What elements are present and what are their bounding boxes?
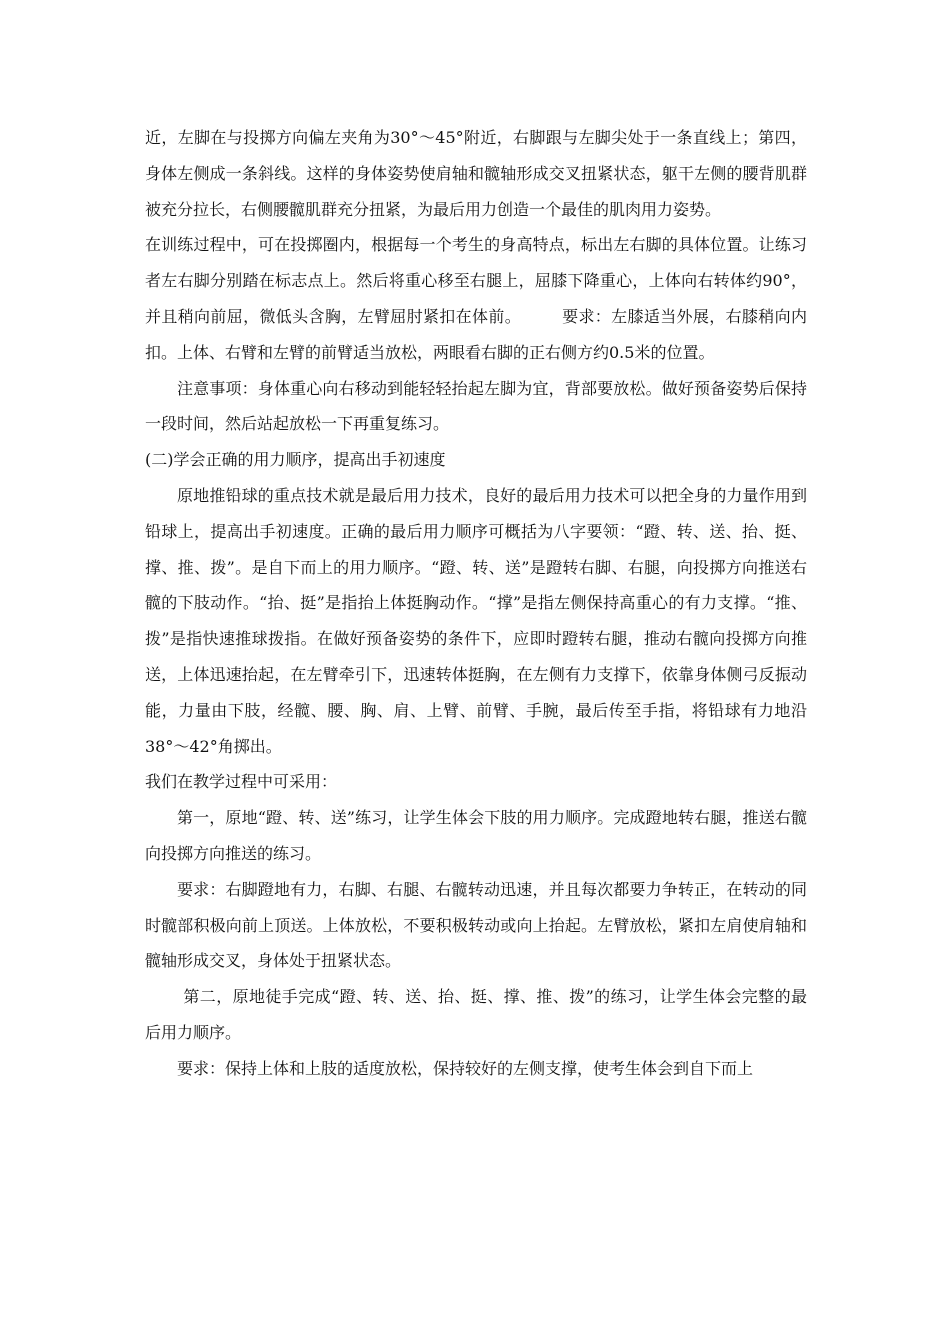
document-page bbox=[145, 120, 807, 1087]
paragraph-5: 我们在教学过程中可采用： bbox=[145, 772, 338, 792]
paragraph-7: 要求：右脚蹬地有力，右脚、右腿、右髋转动迅速，并且每次都要力争转正，在转动的同时髋部积极向前上顶送。上体放松，不要积极转动或向上抬起。左臂放松，紧扣左肩使肩轴和髋轴形成交叉，身体处于扭紧状态。 bbox=[145, 879, 807, 971]
paragraph-6: 第一，原地“蹬、转、送”练习，让学生体会下肢的用力顺序。完成蹬地转右腿，推送右髋向投掷方向推送的练习。 bbox=[145, 808, 807, 863]
paragraph-3: 注意事项：身体重心向右移动到能轻轻抬起左脚为宜，背部要放松。做好预备姿势后保持一段时间，然后站起放松一下再重复练习。 bbox=[145, 378, 807, 434]
paragraph-8: 第二，原地徒手完成“蹬、转、送、抬、挺、撑、推、拨”的练习，让学生体会完整的最后用力顺序。 bbox=[145, 987, 807, 1042]
paragraph-1: 近，左脚在与投掷方向偏左夹角为30°～45°附近，右脚跟与左脚尖处于一条直线上；第四，身体左侧成一条斜线。这样的身体姿势使肩轴和髋轴形成交叉扭紧状态，躯干左侧的腰背肌群被充分拉长，右侧腰髋肌群充分扭紧，为最后用力创造一个最佳的肌肉用力姿势。 bbox=[145, 128, 807, 219]
paragraph-4: 原地推铅球的重点技术就是最后用力技术，良好的最后用力技术可以把全身的力量作用到铅球上，提高出手初速度。正确的最后用力顺序可概括为八字要领：“蹬、转、送、抬、挺、撑、推、拨”。是自下而上的用力顺序。“蹬、转、送”是蹬转右脚、右腿，向投掷方向推送右髋的下肢动作。“抬、挺”是指抬上体挺胸动作。“撑”是指左侧保持高重心的有力支撑。“推、拨”是指快速推球拨指。在做好预备姿势的条件下，应即时蹬转右腿，推动右髋向投掷方向推送，上体迅速抬起，在左臂牵引下，迅速转体挺胸，在左侧有力支撑下，依靠身体侧弓反振动能，力量由下肢，经髋、腰、胸、肩、上臂、前臂、手腕，最后传至手指，将铅球有力地沿38°～42°角掷出。 bbox=[145, 485, 807, 756]
section-heading: (二)学会正确的用力顺序，提高出手初速度 bbox=[145, 450, 446, 470]
paragraph-9: 要求：保持上体和上肢的适度放松，保持较好的左侧支撑，使考生体会到自下而上 bbox=[177, 1058, 754, 1078]
paragraph-2: 在训练过程中，可在投掷圈内，根据每一个考生的身高特点，标出左右脚的具体位置。让练习者左右脚分别踏在标志点上。然后将重心移至右腿上，屈膝下降重心，上体向右转体约90°，并且稍向前屈，微低头含胸，左臂屈肘紧扣在体前。 要求：左膝适当外展，右膝稍向内扣。上体、右臂和左臂的前臂适当放松，两眼看右脚的正右侧方约0.5米的位置。 bbox=[145, 235, 807, 362]
